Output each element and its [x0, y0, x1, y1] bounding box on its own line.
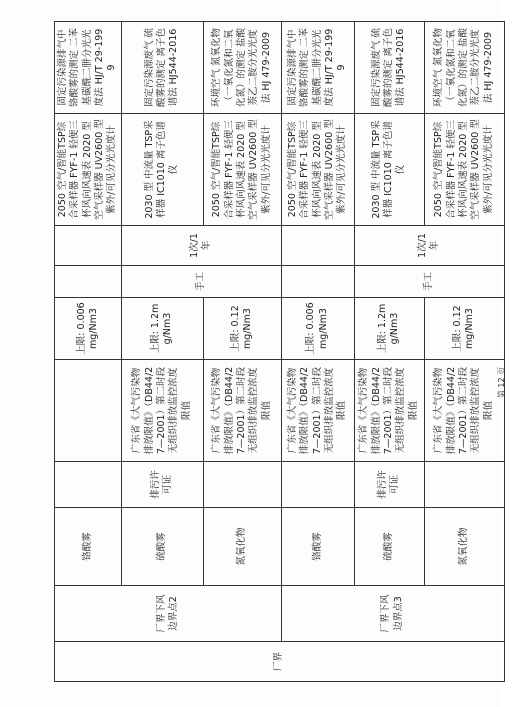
table-row	[121, 22, 203, 682]
table-row	[281, 22, 354, 682]
method-cell: 固定污染源废气 硫酸雾的测定 离子色谱法 HJ544-2016	[121, 22, 203, 114]
monitor-mode-cell	[281, 266, 354, 298]
table-row	[203, 22, 281, 682]
limit-cell: 上限: 0.006mg/Nm3	[281, 298, 354, 360]
location-cell: 厂界	[55, 642, 505, 682]
equipment-cell: 2050 空气/智能TSP综合采样器 FYF-1 轻便三杯风向风速表 2020 型 空气采样器 UV2600 型 紫外/可见分光光度计	[203, 114, 281, 226]
pollutant-cell: 硫酸雾	[354, 508, 424, 586]
method-cell: 固定污染源废气 硫酸雾的测定 离子色谱法 HJ544-2016	[354, 22, 424, 114]
permit-type-cell	[55, 462, 122, 508]
monitor-mode-cell	[55, 266, 122, 298]
rotated-table-frame	[54, 22, 499, 682]
equipment-cell: 2050 空气/智能TSP综合采样器 FYF-1 轻便三杯风向风速表 2020 型 空气采样器 UV2600 型 紫外/可见分光光度计	[424, 114, 504, 226]
table-row	[55, 22, 122, 682]
standard-cell: 广东省《大气污染物排放限值》（DB44/27—2001）第二时段无组织排放监控浓度限值	[121, 360, 203, 462]
limit-cell: 上限: 1.2mg/Nm3	[354, 298, 424, 360]
method-cell: 固定污染源排气中铬酸雾的测定 二苯基碳酰二肼分光光度法 HJ/T 29-1999	[55, 22, 122, 114]
method-cell: 环境空气 氮氧化物（一氧化氮和二氧化氮）的测定 盐酸萘乙二胺分光光度法 HJ 479-2009	[203, 22, 281, 114]
standard-cell: 广东省《大气污染物排放限值》（DB44/27—2001）第二时段无组织排放监控浓度限值	[281, 360, 354, 462]
point-cell: 厂界下风边界点3	[281, 586, 504, 642]
table-row	[354, 22, 424, 682]
equipment-cell: 2030 型 中流量 TSP采样器 IC1010 离子色谱仪	[354, 114, 424, 226]
equipment-cell: 2030 型 中流量 TSP采样器 IC1010 离子色谱仪	[121, 114, 203, 226]
pollutant-cell: 氮氧化物	[424, 508, 504, 586]
method-cell: 环境空气 氮氧化物（一氧化氮和二氧化氮）的测定 盐酸萘乙二胺分光光度法 HJ 479-2009	[424, 22, 504, 114]
standard-cell: 广东省《大气污染物排放限值》（DB44/27—2001）第二时段无组织排放监控浓度限值	[203, 360, 281, 462]
page-number-wrap	[486, 366, 517, 399]
monitoring-table	[54, 21, 505, 682]
pollutant-cell: 硫酸雾	[121, 508, 203, 586]
limit-cell: 上限: 1.2mg/Nm3	[121, 298, 203, 360]
permit-type-cell: 排污许可证	[354, 462, 424, 508]
pollutant-cell: 铬酸雾	[281, 508, 354, 586]
equipment-cell: 2050 空气/智能TSP综合采样器 FYF-1 轻便三杯风向风速表 2020 型 空气采样器 UV2600 型 紫外/可见分光光度计	[281, 114, 354, 226]
monitor-mode-cell: 手工	[354, 266, 504, 298]
standard-cell: 广东省《大气污染物排放限值》（DB44/27—2001）第二时段无组织排放监控浓度限值	[424, 360, 504, 462]
permit-type-cell	[281, 462, 354, 508]
page-number: 第 12 页	[497, 366, 507, 399]
frequency-cell: 1次/1年	[121, 226, 281, 266]
standard-cell: 广东省《大气污染物排放限值》（DB44/27—2001）第二时段无组织排放监控浓度限值	[354, 360, 424, 462]
permit-type-cell	[203, 462, 281, 508]
standard-cell	[55, 360, 122, 462]
limit-cell: 上限: 0.006mg/Nm3	[55, 298, 122, 360]
limit-cell: 上限: 0.12mg/Nm3	[424, 298, 504, 360]
point-cell: 厂界下风边界点2	[55, 586, 282, 642]
method-cell: 固定污染源排气中铬酸雾的测定 二苯基碳酰二肼分光光度法 HJ/T 29-1999	[281, 22, 354, 114]
limit-cell: 上限: 0.12mg/Nm3	[203, 298, 281, 360]
pollutant-cell: 铬酸雾	[55, 508, 122, 586]
frequency-cell: 1次/1年	[354, 226, 504, 266]
equipment-cell: 2050 空气/智能TSP综合采样器 FYF-1 轻便三杯风向风速表 2020 型 空气采样器 UV2600 型 紫外/可见分光光度计	[55, 114, 122, 226]
table-row	[424, 22, 504, 682]
frequency-cell	[55, 226, 122, 266]
monitor-mode-cell: 手工	[121, 266, 281, 298]
permit-type-cell: 排污许可证	[121, 462, 203, 508]
pollutant-cell: 氮氧化物	[203, 508, 281, 586]
permit-type-cell	[424, 462, 504, 508]
frequency-cell	[281, 226, 354, 266]
